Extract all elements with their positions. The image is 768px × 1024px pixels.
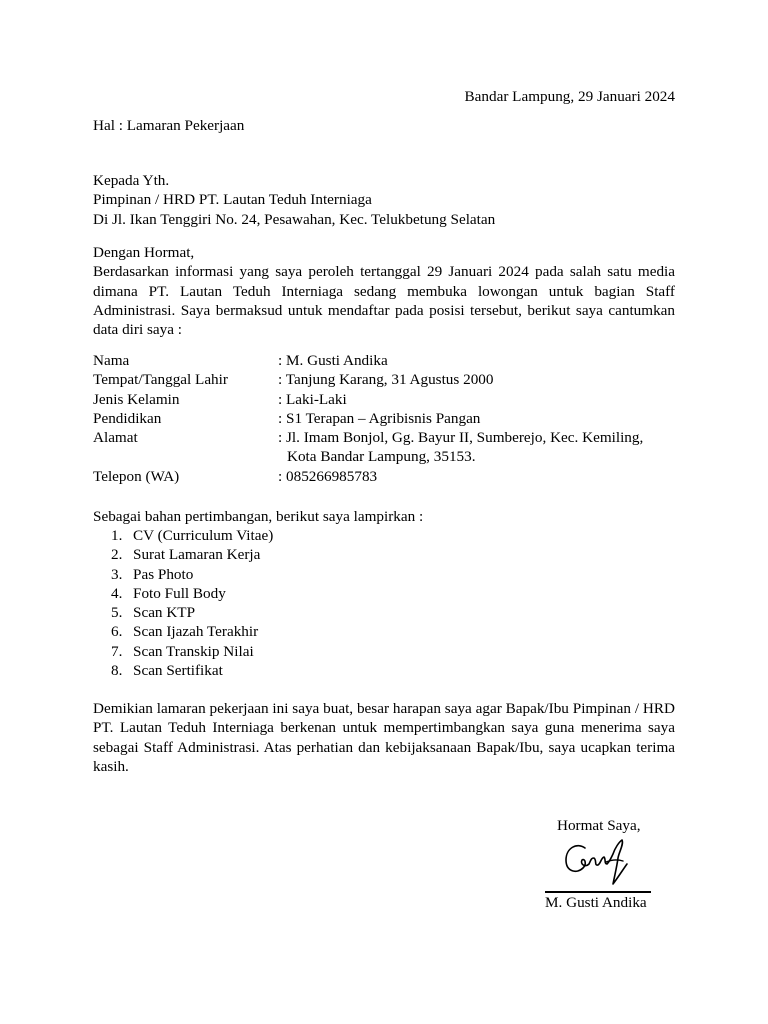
list-number: 6. — [111, 623, 123, 641]
recipient-block — [93, 171, 495, 229]
data-label: Tempat/Tanggal Lahir — [93, 371, 228, 389]
list-number: 1. — [111, 527, 123, 544]
data-label: Pendidikan — [93, 409, 162, 427]
attachments-intro: Sebagai bahan pertimbangan, berikut saya lampirkan : — [93, 508, 424, 525]
recipient-line: Di Jl. Ikan Tenggiri No. 24, Pesawahan, Kec. Telukbetung Selatan — [93, 210, 496, 228]
data-label: Nama — [93, 352, 130, 369]
handwritten-signature — [563, 838, 635, 894]
data-label: Telepon (WA) — [93, 467, 180, 485]
list-number: 4. — [111, 584, 123, 602]
closing-paragraph: Demikian lamaran pekerjaan ini saya buat, besar harapan saya agar Bapak/Ibu Pimpinan / HRD PT. Lautan Teduh Interniaga berkenan untuk mempertimbangkan saya guna menerima saya sebagai Staff Administrasi. Atas perhatian dan kebijaksanaan Bapak/Ibu, saya ucapkan terima kasih. — [93, 700, 675, 775]
data-value: : Jl. Imam Bonjol, Gg. Bayur II, Sumberejo, Kec. Kemiling, — [278, 429, 644, 447]
data-value: : 085266985783 — [278, 467, 378, 485]
list-number: 7. — [111, 642, 123, 660]
recipient-line: Pimpinan / HRD PT. Lautan Teduh Interniaga — [93, 191, 372, 209]
list-text: CV (Curriculum Vitae) — [133, 527, 274, 544]
list-number: 8. — [111, 662, 123, 680]
list-number: 3. — [111, 565, 123, 583]
data-value: Kota Bandar Lampung, 35153. — [287, 448, 476, 466]
data-value: : Tanjung Karang, 31 Agustus 2000 — [278, 371, 494, 389]
data-label: Jenis Kelamin — [93, 390, 180, 408]
list-text: Scan KTP — [133, 604, 196, 622]
data-value: : S1 Terapan – Agribisnis Pangan — [278, 409, 481, 427]
list-text: Scan Transkip Nilai — [133, 642, 254, 660]
signer-name: M. Gusti Andika — [545, 894, 647, 911]
letter-subject: Hal : Lamaran Pekerjaan — [93, 117, 245, 134]
list-text: Pas Photo — [133, 565, 194, 583]
data-value: : M. Gusti Andika — [278, 352, 388, 369]
data-value: : Laki-Laki — [278, 390, 347, 408]
intro-paragraph: Berdasarkan informasi yang saya peroleh tertanggal 29 Januari 2024 pada salah satu media dimana PT. Lautan Teduh Interniaga sedang membuka lowongan untuk bagian Staff Administrasi. Saya bermaksud untuk mendaftar pada posisi tersebut, berikut saya cantumkan data diri saya : — [93, 263, 675, 339]
list-text: Scan Sertifikat — [133, 662, 223, 680]
list-text: Foto Full Body — [133, 584, 226, 602]
recipient-line: Kepada Yth. — [93, 172, 170, 189]
list-number: 2. — [111, 546, 123, 564]
complimentary-close: Hormat Saya, — [557, 817, 641, 834]
list-text: Scan Ijazah Terakhir — [133, 623, 259, 641]
place-date: Bandar Lampung, 29 Januari 2024 — [464, 88, 675, 105]
list-text: Surat Lamaran Kerja — [133, 546, 261, 564]
data-label: Alamat — [93, 429, 138, 447]
intro-section — [93, 243, 675, 339]
salutation: Dengan Hormat, — [93, 244, 195, 261]
list-number: 5. — [111, 604, 123, 622]
